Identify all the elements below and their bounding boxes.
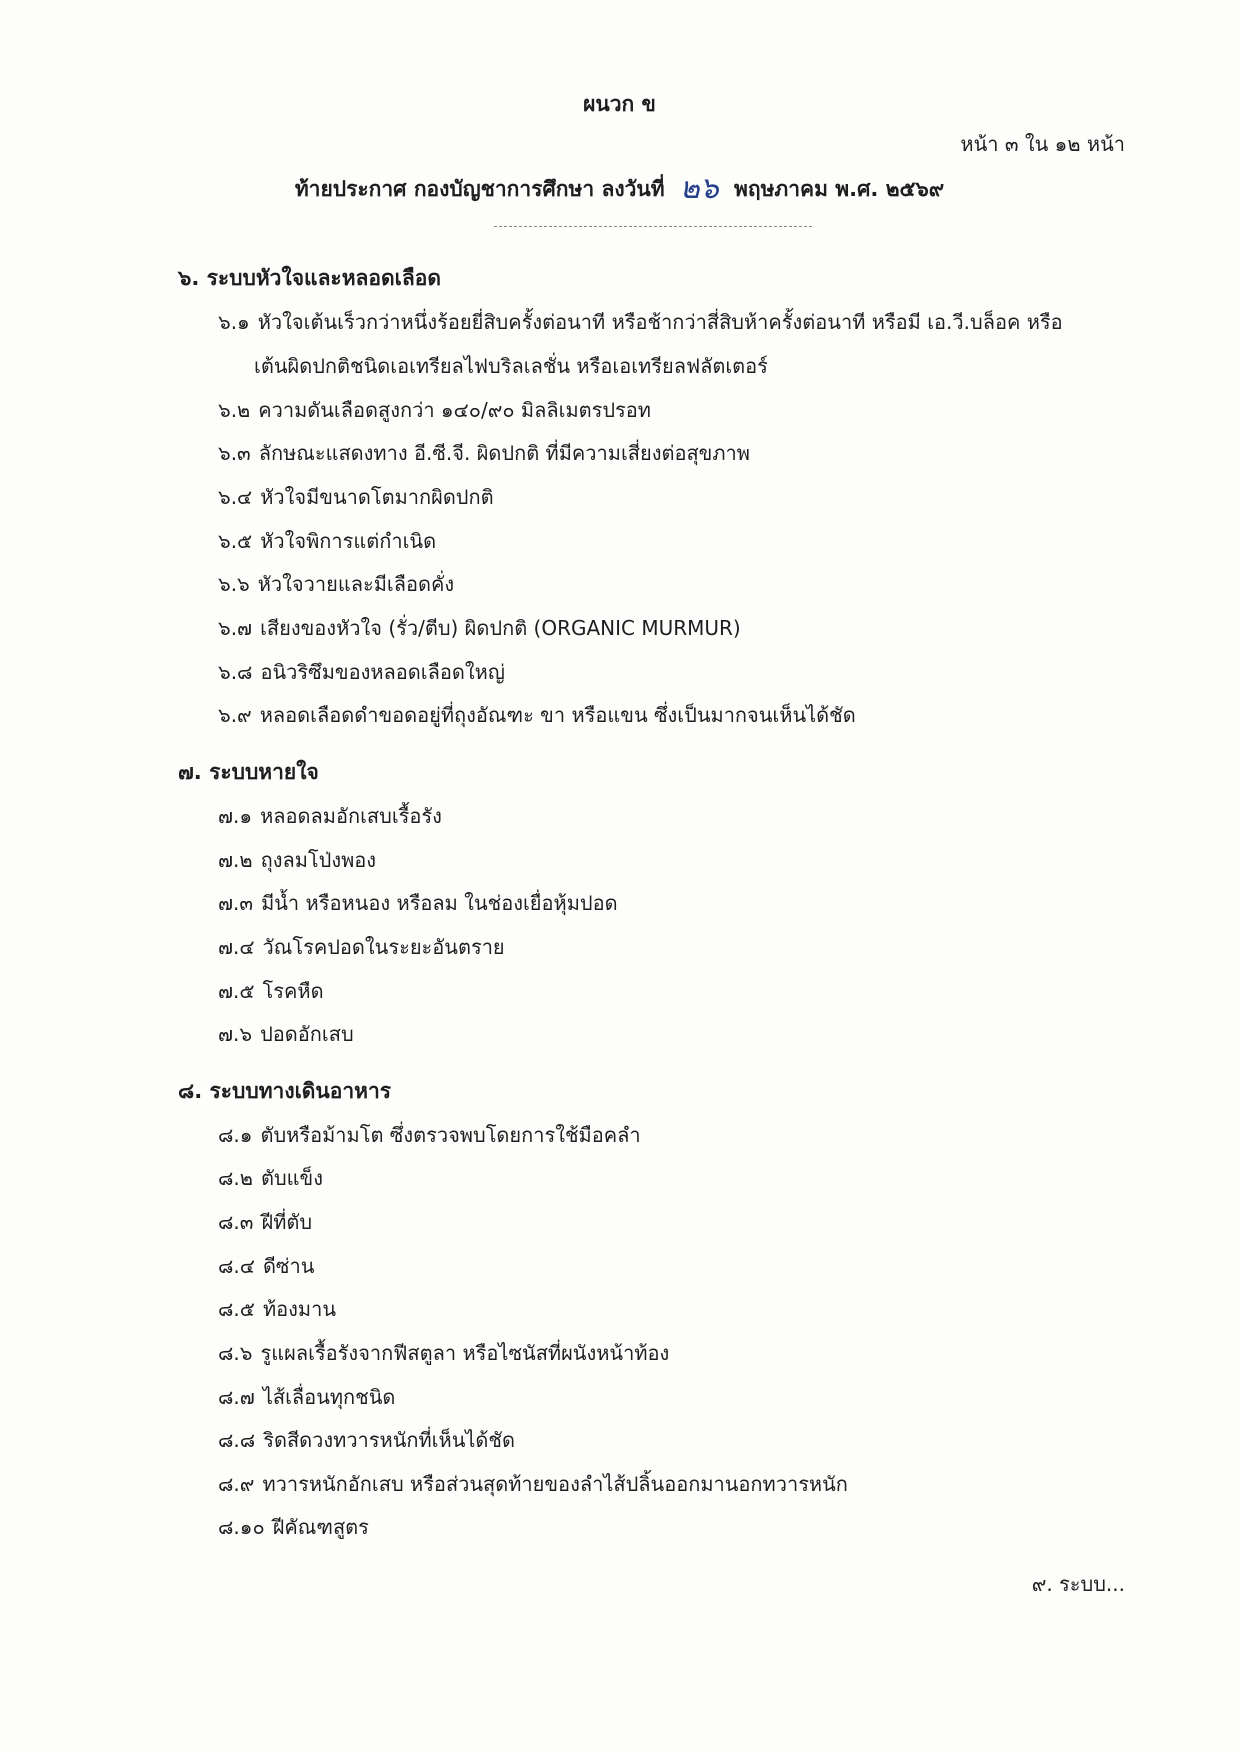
list-item [218,699,856,731]
list-item [218,1511,369,1543]
list-item [218,1250,314,1282]
item-number: ๘.๖ [218,1341,253,1365]
header-divider [494,226,812,227]
item-text: ไส้เลื่อนทุกชนิด [262,1385,396,1409]
item-text: หัวใจวายและมีเลือดคั่ง [257,572,455,596]
list-item [218,437,750,469]
item-number: ๖.๘ [218,660,253,684]
item-text: ดีซ่าน [262,1254,315,1278]
item-number: ๖.๑ [218,310,250,334]
list-item [218,394,651,426]
list-item [218,612,741,644]
item-number: ๘.๑๐ [218,1515,265,1539]
item-number: ๘.๑ [218,1123,253,1147]
list-item [218,1337,669,1369]
item-text: ฝีคัณฑสูตร [272,1515,369,1539]
list-item [218,975,324,1007]
item-text: หลอดลมอักเสบเรื้อรัง [260,804,442,828]
item-number: ๘.๒ [218,1166,253,1190]
item-number: ๗.๑ [218,804,253,828]
item-text: ลักษณะแสดงทาง อี.ซี.จี. ผิดปกติ ที่มีความเสี่ยงต่อสุขภาพ [258,441,750,465]
item-number: ๗.๖ [218,1022,253,1046]
item-text: หัวใจมีขนาดโตมากผิดปกติ [260,485,494,509]
item-text: มีน้ำ หรือหนอง หรือลม ในช่องเยื่อหุ้มปอด [261,891,618,915]
item-text: หลอดเลือดดำขอดอยู่ที่ถุงอัณฑะ ขา หรือแขน ซึ่งเป็นมากจนเห็นได้ชัด [259,703,856,727]
item-text: ฝีที่ตับ [261,1210,313,1234]
item-number: ๗.๒ [218,848,253,872]
item-number: ๖.๓ [218,441,251,465]
item-number: ๘.๔ [218,1254,255,1278]
item-text: เสียงของหัวใจ (รั่ว/ตีบ) ผิดปกติ (ORGANIC MURMUR) [260,616,741,640]
item-text: วัณโรคปอดในระยะอันตราย [262,935,505,959]
list-item [218,306,1063,338]
list-item [218,887,618,919]
item-text: ตับหรือม้ามโต ซึ่งตรวจพบโดยการใช้มือคลำ [260,1123,641,1147]
list-item [218,844,376,876]
item-number: ๘.๙ [218,1472,255,1496]
list-item [218,1162,323,1194]
handwritten-date-day: ๒๖ [679,171,719,206]
section-heading-respiratory: ๗. ระบบหายใจ [178,760,319,784]
list-item [218,656,505,688]
list-item [218,481,494,513]
item-text: ท้องมาน [262,1297,336,1321]
item-text: ริดสีดวงทวารหนักที่เห็นได้ชัด [263,1428,515,1452]
next-page-continuation: ๙. ระบบ... [1031,1572,1125,1596]
item-text: ความดันเลือดสูงกว่า ๑๔๐/๙๐ มิลลิเมตรปรอท [258,398,651,422]
list-item [218,525,436,557]
item-number: ๖.๖ [218,572,250,596]
list-item [218,1468,848,1500]
list-item [218,1424,515,1456]
list-item [218,1119,641,1151]
announcement-line [0,163,1239,210]
annex-title: ผนวก ข [583,92,656,116]
item-number: ๗.๓ [218,891,254,915]
item-text: ทวารหนักอักเสบ หรือส่วนสุดท้ายของลำไส้ปลิ้นออกมานอกทวารหนัก [262,1472,848,1496]
item-number: ๖.๔ [218,485,253,509]
item-number: ๘.๘ [218,1428,256,1452]
item-text: ปอดอักเสบ [260,1022,354,1046]
item-text: อนิวริซึมของหลอดเลือดใหญ่ [260,660,505,684]
page-number: หน้า ๓ ใน ๑๒ หน้า [960,132,1125,156]
item-number: ๗.๕ [218,979,255,1003]
item-number: ๖.๗ [218,616,253,640]
item-number: ๖.๙ [218,703,252,727]
announcement-prefix: ท้ายประกาศ กองบัญชาการศึกษา ลงวันที่ [294,177,665,201]
item-number: ๘.๕ [218,1297,255,1321]
section-heading-digestive: ๘. ระบบทางเดินอาหาร [178,1079,392,1103]
item-text: ตับแข็ง [260,1166,323,1190]
list-item [218,568,454,600]
list-item [218,800,442,832]
list-item [218,1381,395,1413]
item-text: หัวใจเต้นเร็วกว่าหนึ่งร้อยยี่สิบครั้งต่อนาที หรือช้ากว่าสี่สิบห้าครั้งต่อนาที หรือมี เอ.วี.บล็อค หรือ [257,310,1063,334]
item-text: โรคหืด [262,979,324,1003]
list-item-continuation: เต้นผิดปกติชนิดเอเทรียลไฟบริลเลชั่น หรือเอเทรียลฟลัตเตอร์ [254,354,768,378]
item-number: ๗.๔ [218,935,255,959]
item-text: ถุงลมโป่งพอง [260,848,377,872]
list-item [218,1206,312,1238]
item-number: ๖.๕ [218,529,253,553]
item-text: รูแผลเรื้อรังจากฟีสตูลา หรือไซนัสที่ผนังหน้าท้อง [260,1341,670,1365]
item-number: ๖.๒ [218,398,251,422]
item-number: ๘.๓ [218,1210,254,1234]
item-number: ๘.๗ [218,1385,255,1409]
announcement-suffix: พฤษภาคม พ.ศ. ๒๕๖๙ [734,177,945,201]
section-heading-cardiovascular: ๖. ระบบหัวใจและหลอดเลือด [178,266,441,290]
list-item [218,1293,336,1325]
list-item [218,1018,354,1050]
item-text: หัวใจพิการแต่กำเนิด [260,529,437,553]
list-item [218,931,505,963]
